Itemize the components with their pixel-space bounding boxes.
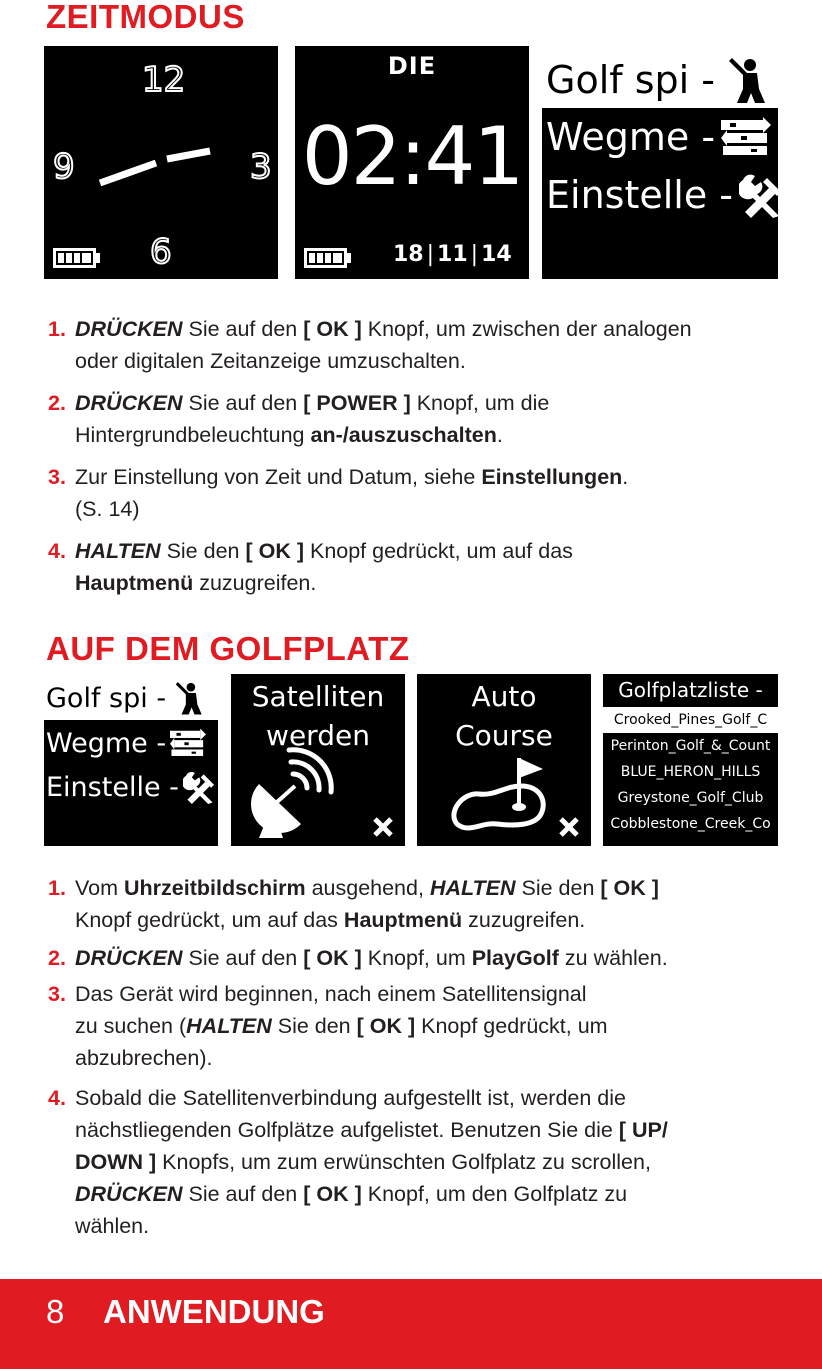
- menu-item-waypoints: Wegme -: [542, 108, 778, 165]
- main-menu-screen: [542, 46, 778, 279]
- waypoint-sign-icon: [721, 117, 771, 157]
- battery-icon: [304, 246, 354, 272]
- menu-item-settings: Einstelle -: [542, 166, 778, 223]
- golfer-icon: [170, 679, 206, 717]
- step-3: 3. Das Gerät wird beginnen, nach einem Satellitensignal zu suchen (HALTEN Sie den [ OK ] Knopf gedrückt, um abzubrechen).: [48, 982, 608, 1070]
- date-day: 18: [393, 242, 424, 267]
- section-title-golfplatz: AUF DEM GOLFPLATZ: [46, 630, 410, 667]
- step-1: 1. Vom Uhrzeitbildschirm ausgehend, HALTEN Sie den [ OK ] Knopf gedrückt, um auf das Hauptmenü zuzugreifen.: [48, 876, 659, 932]
- digital-time: 02:41: [301, 110, 523, 203]
- weekday-label: DIE: [387, 52, 437, 80]
- auto-text-line1: Auto: [471, 680, 537, 713]
- satellite-text-line1: Satelliten: [251, 680, 385, 713]
- footer-section-label: ANWENDUNG: [103, 1293, 325, 1330]
- satellite-search-screen: [231, 674, 405, 846]
- satellite-text-line2: werden: [266, 719, 370, 752]
- tools-icon: [183, 770, 217, 804]
- page-number: 8: [46, 1293, 65, 1330]
- course-item: BLUE_HERON_HILLS: [620, 764, 761, 780]
- clock-number-9: 9: [53, 147, 75, 187]
- auto-text-line2: Course: [455, 719, 553, 752]
- step-2: 2. DRÜCKEN Sie auf den [ OK ] Knopf, um PlayGolf zu wählen.: [48, 946, 668, 970]
- course-item: Perinton_Golf_&_Count: [610, 738, 771, 754]
- menu-item-play-golf: Golf spi -: [44, 676, 218, 720]
- step-1: 1. DRÜCKEN Sie auf den [ OK ] Knopf, um zwischen der analogen oder digitalen Zeitanzeige umzuschalten.: [48, 317, 692, 373]
- menu-item-play-golf: Golf spi -: [542, 52, 778, 108]
- hour-hand: [100, 163, 156, 183]
- date-month: 11: [437, 242, 468, 267]
- course-item: Cobblestone_Creek_Co: [610, 816, 771, 832]
- auto-course-screen: [417, 674, 591, 846]
- course-item: Greystone_Golf_Club: [617, 790, 764, 806]
- step-4: 4. HALTEN Sie den [ OK ] Knopf gedrückt, um auf das Hauptmenü zuzugreifen.: [48, 539, 573, 595]
- date-year: 14: [481, 242, 512, 267]
- page-footer: [0, 1279, 822, 1369]
- step-3: 3. Zur Einstellung von Zeit und Datum, siehe Einstellungen. (S. 14): [48, 465, 629, 521]
- menu-item-waypoints: Wegme -: [44, 722, 218, 764]
- battery-icon: [53, 248, 100, 268]
- tools-icon: [739, 172, 778, 218]
- menu-item-settings: Einstelle -: [44, 766, 218, 808]
- cancel-x-icon: [558, 816, 580, 838]
- clock-number-6: 6: [150, 232, 172, 272]
- clock-number-12: 12: [142, 60, 186, 100]
- section-title-zeitmodus: ZEITMODUS: [46, 0, 245, 35]
- clock-number-3: 3: [250, 147, 272, 187]
- digital-watch-screen: [295, 46, 529, 279]
- minute-hand: [167, 151, 210, 159]
- main-menu-screen-small: [44, 674, 218, 846]
- cancel-x-icon: [372, 816, 394, 838]
- step-2: 2. DRÜCKEN Sie auf den [ POWER ] Knopf, um die Hintergrundbeleuchtung an-/auszuschalten.: [48, 391, 550, 447]
- golfer-icon: [721, 55, 771, 105]
- step-4: 4. Sobald die Satellitenverbindung aufgestellt ist, werden die nächstliegenden Golfplätze aufgelistet. Benutzen Sie die [ UP/ DOWN ] Knopfs, um zum erwünschten Golfplatz zu scrollen, DRÜCKEN Sie auf den [ OK ] Knopf, um den Golfplatz zu wählen.: [48, 1086, 668, 1238]
- analog-clock-face: [44, 46, 278, 279]
- course-list-header: Golfplatzliste -: [618, 678, 763, 702]
- course-list-screen: [603, 674, 778, 846]
- date-display: 18 | 11 | 14: [393, 242, 512, 267]
- course-item-selected: Crooked_Pines_Golf_C: [603, 707, 778, 733]
- analog-watch-screen: [44, 46, 278, 279]
- waypoint-sign-icon: [170, 728, 206, 758]
